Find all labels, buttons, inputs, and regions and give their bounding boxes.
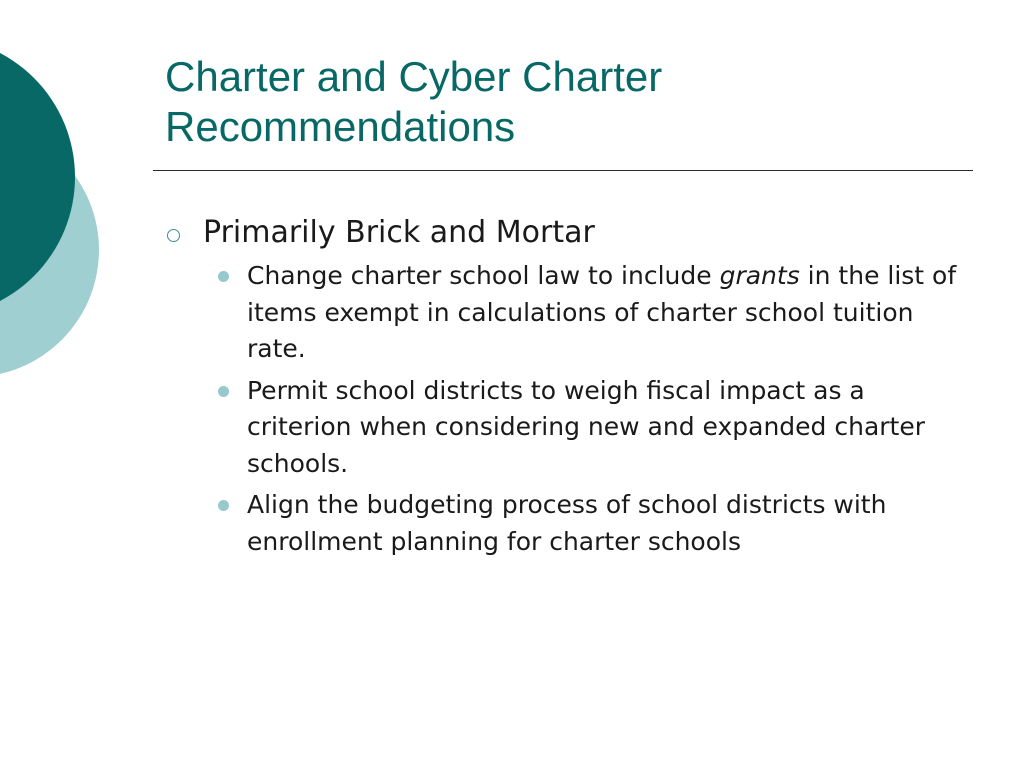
emphasis-text: grants bbox=[719, 261, 800, 290]
hollow-circle-bullet-icon bbox=[167, 229, 180, 242]
sub-bullet-item bbox=[247, 258, 975, 368]
dot-bullet-icon bbox=[218, 271, 229, 282]
slide-title-line-1: Charter and Cyber Charter bbox=[165, 53, 663, 100]
bullet-text: Permit school districts to weigh fiscal impact as a criterion when considering new and expanded charter schools. bbox=[247, 375, 926, 478]
bullet-text: Align the budgeting process of school districts with enrollment planning for charter schools bbox=[247, 490, 887, 556]
bullet-text-part: in the list of items exempt in calculations of charter school tuition rate. bbox=[247, 261, 957, 363]
slide-title bbox=[165, 52, 965, 152]
sub-bullet-item bbox=[247, 487, 975, 560]
sub-bullet-item bbox=[247, 373, 975, 483]
dot-bullet-icon bbox=[218, 500, 229, 511]
sub-bullet-list bbox=[165, 258, 975, 560]
dot-bullet-icon bbox=[218, 386, 229, 397]
level-1-heading: Primarily Brick and Mortar bbox=[203, 215, 595, 250]
decorative-circles bbox=[0, 0, 130, 420]
content-body bbox=[165, 212, 975, 565]
slide-title-line-2: Recommendations bbox=[165, 103, 516, 150]
bullet-text-part: Change charter school law to include bbox=[247, 261, 720, 290]
title-divider bbox=[153, 170, 973, 171]
level-1-item bbox=[165, 212, 975, 254]
